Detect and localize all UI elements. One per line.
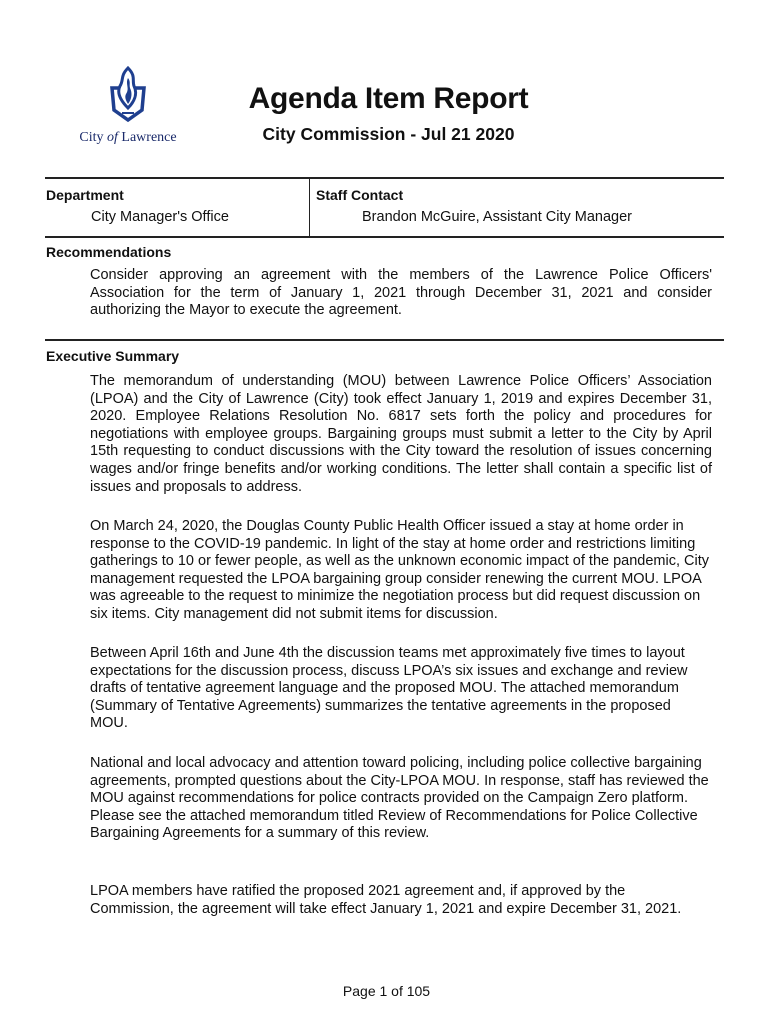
page-subtitle: City Commission - Jul 21 2020 — [262, 124, 515, 144]
summary-paragraph-5: LPOA members have ratified the proposed 2021 agreement and, if approved by the Commission, the agreement will take effect January 1, 2021 and expire December 31, 2021. — [90, 883, 682, 917]
department-value: City Manager's Office — [91, 209, 229, 225]
staff-contact-value: Brandon McGuire, Assistant City Manager — [362, 209, 632, 225]
staff-contact-label: Staff Contact — [316, 187, 404, 203]
recommendations-heading: Recommendations — [46, 244, 172, 260]
summary-paragraph-3: Between April 16th and June 4th the discussion teams met approximately five times to layout expectations for the discussion process, discuss LPOA’s six issues and exchange and review drafts of tentative agreement language and the proposed MOU. The attached memorandum (Summary of Tentative Agreements) summarizes the tentative agreements in the proposed MOU. — [90, 645, 688, 732]
divider-vertical — [309, 179, 310, 237]
divider-recommendations — [45, 339, 724, 341]
divider-top — [45, 177, 724, 179]
summary-paragraph-4: National and local advocacy and attention toward policing, including police collective bargaining agreements, prompted questions about the City-LPOA MOU. In response, staff has reviewed the MOU against recommendations for police contracts provided on the Campaign Zero platform. Please see the attached memorandum titled Review of Recommendations for Police Collective Bargaining Agreements for a summary of this review. — [90, 755, 709, 842]
logo-wordmark: City of Lawrence — [79, 130, 177, 145]
executive-summary-heading: Executive Summary — [46, 348, 180, 364]
summary-paragraph-1: The memorandum of understanding (MOU) between Lawrence Police Officers’ Association (LPOA) and the City of Lawrence (City) took effect January 1, 2019 and expires December 31, 2020. Employee Relations Resolution No. 6817 sets forth the policy and procedures for negotiations with employee groups. Bargaining groups must submit a letter to the City by April 15th requesting to conduct discussions with the City toward the resolution of issues concerning wages and/or fringe benefits and/or working conditions. The letter shall contain a specific list of issues and proposals to address. — [90, 373, 712, 495]
page-number: Page 1 of 105 — [342, 983, 431, 999]
recommendations-text: Consider approving an agreement with the members of the Lawrence Police Officers' Association for the term of January 1, 2021 through December 31, 2021 and consider authorizing the Mayor to execute the agreement. — [90, 267, 712, 319]
page-title: Agenda Item Report — [248, 82, 529, 115]
divider-info — [45, 236, 724, 238]
department-label: Department — [46, 187, 124, 203]
summary-paragraph-2: On March 24, 2020, the Douglas County Public Health Officer issued a stay at home order in response to the COVID-19 pandemic. In light of the stay at home order and restrictions limiting gatherings to 10 or fewer people, as well as the unknown economic impact of the pandemic, City management requested the LPOA bargaining group consider renewing the current MOU. LPOA was agreeable to the request to minimize the negotiation process but did request discussion on six items. City management did not submit items for discussion. — [90, 518, 710, 622]
